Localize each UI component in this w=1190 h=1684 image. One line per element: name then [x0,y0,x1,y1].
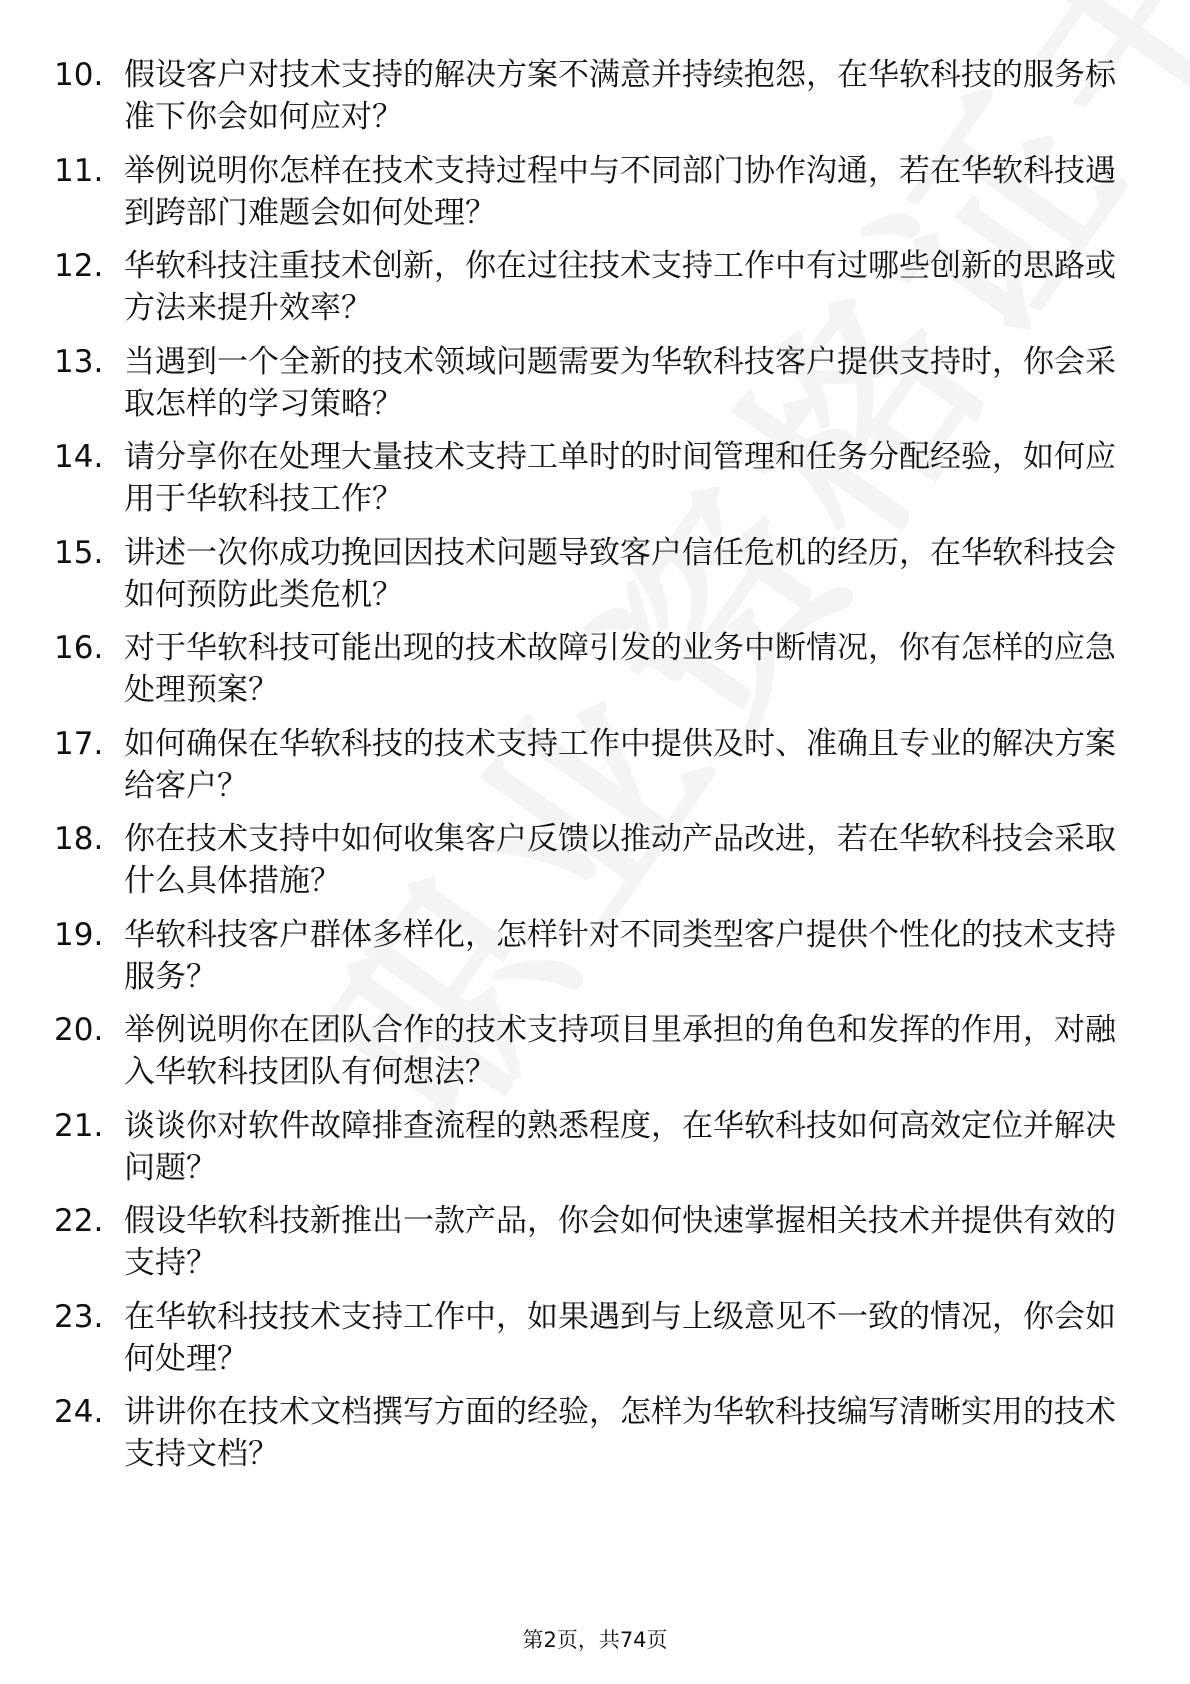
question-number: 10. [54,57,104,93]
question-number: 18. [54,821,104,857]
question-text: 对于华软科技可能出现的技术故障引发的业务中断情况，你有怎样的应急处理预案？ [124,630,1116,708]
question-item [54,436,1134,532]
question-item [54,245,1134,341]
question-item [54,532,1134,628]
page-footer [0,1626,1190,1654]
question-text: 假设客户对技术支持的解决方案不满意并持续抱怨，在华软科技的服务标准下你会如何应对？ [124,57,1116,135]
question-text: 举例说明你在团队合作的技术支持项目里承担的角色和发挥的作用，对融入华软科技团队有何想法？ [124,1012,1116,1090]
question-item [54,54,1134,150]
question-number: 24. [54,1394,104,1430]
question-item [54,627,1134,723]
question-item [54,1009,1134,1105]
question-text: 如何确保在华软科技的技术支持工作中提供及时、准确且专业的解决方案给客户？ [124,725,1116,804]
question-number: 21. [54,1107,104,1144]
question-number: 15. [54,534,104,571]
question-number: 14. [54,439,104,475]
question-item [54,1105,1134,1201]
question-text: 讲述一次你成功挽回因技术问题导致客户信任危机的经历，在华软科技会如何预防此类危机？ [124,534,1116,613]
question-number: 13. [54,343,104,380]
question-text: 你在技术支持中如何收集客户反馈以推动产品改进，若在华软科技会采取什么具体措施？ [124,821,1116,899]
question-item [54,150,1134,246]
question-number: 20. [54,1012,104,1048]
question-number: 17. [54,725,104,762]
question-item [54,818,1134,914]
question-item [54,1296,1134,1392]
page-number: 第2页，共74页 [522,1628,668,1652]
question-item [54,1200,1134,1296]
question-number: 22. [54,1203,104,1239]
question-number: 11. [54,152,104,189]
question-item [54,723,1134,819]
question-text: 谈谈你对软件故障排查流程的熟悉程度，在华软科技如何高效定位并解决问题？ [124,1107,1116,1186]
question-text: 举例说明你怎样在技术支持过程中与不同部门协作沟通，若在华软科技遇到跨部门难题会如何处理？ [124,152,1116,231]
question-text: 当遇到一个全新的技术领域问题需要为华软科技客户提供支持时，你会采取怎样的学习策略？ [124,343,1116,422]
question-text: 华软科技注重技术创新，你在过往技术支持工作中有过哪些创新的思路或方法来提升效率？ [124,248,1116,326]
question-text: 请分享你在处理大量技术支持工单时的时间管理和任务分配经验，如何应用于华软科技工作？ [124,439,1116,517]
question-item [54,914,1134,1010]
question-text: 假设华软科技新推出一款产品，你会如何快速掌握相关技术并提供有效的支持？ [124,1203,1116,1281]
question-number: 23. [54,1298,104,1335]
question-text: 华软科技客户群体多样化，怎样针对不同类型客户提供个性化的技术支持服务？ [124,916,1116,995]
question-item [54,341,1134,437]
question-text: 在华软科技技术支持工作中，如果遇到与上级意见不一致的情况，你会如何处理？ [124,1298,1116,1377]
question-number: 19. [54,916,104,953]
question-number: 16. [54,630,104,666]
question-number: 12. [54,248,104,284]
question-item [54,1391,1134,1487]
question-text: 讲讲你在技术文档撰写方面的经验，怎样为华软科技编写清晰实用的技术支持文档？ [124,1394,1116,1472]
question-list [54,54,1134,1487]
